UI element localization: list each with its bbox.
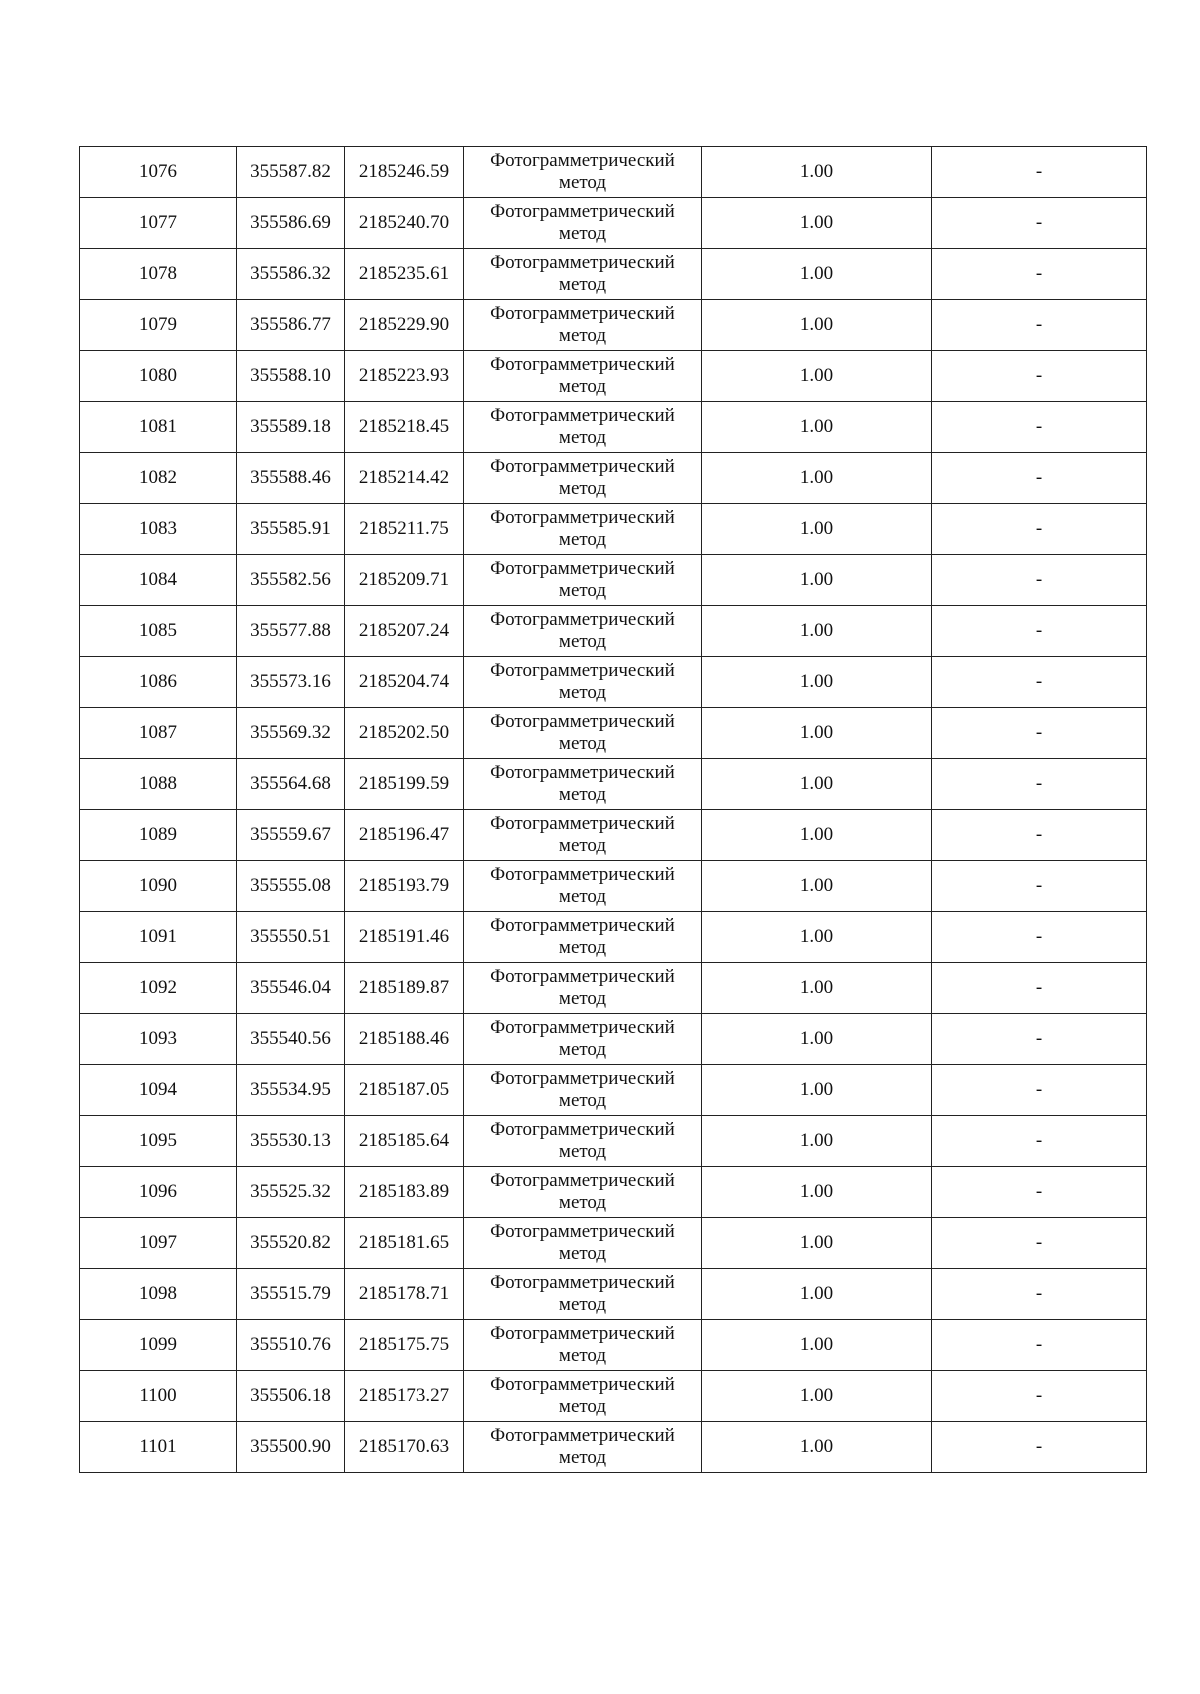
method-line-2: метод	[558, 1192, 607, 1213]
method-cell	[464, 606, 702, 657]
y-coordinate-cell: 2185229.90	[345, 300, 464, 351]
point-number-cell: 1076	[80, 147, 237, 198]
accuracy-cell: 1.00	[702, 810, 932, 861]
method-cell	[464, 1371, 702, 1422]
y-coordinate-cell: 2185240.70	[345, 198, 464, 249]
point-number-cell: 1083	[80, 504, 237, 555]
x-coordinate-cell: 355589.18	[237, 402, 345, 453]
point-number-cell: 1094	[80, 1065, 237, 1116]
method-line-2: метод	[558, 1039, 607, 1060]
method-line-2: метод	[558, 1090, 607, 1111]
x-coordinate-cell: 355569.32	[237, 708, 345, 759]
x-coordinate-cell: 355564.68	[237, 759, 345, 810]
table-row	[80, 300, 1147, 351]
method-line-1: Фотограмметрический	[490, 915, 675, 936]
point-number-cell: 1092	[80, 963, 237, 1014]
point-number-cell: 1098	[80, 1269, 237, 1320]
method-cell	[464, 1218, 702, 1269]
note-cell: -	[932, 912, 1147, 963]
note-cell: -	[932, 606, 1147, 657]
point-number-cell: 1084	[80, 555, 237, 606]
method-line-1: Фотограмметрический	[490, 711, 675, 732]
point-number-cell: 1100	[80, 1371, 237, 1422]
table-row	[80, 504, 1147, 555]
x-coordinate-cell: 355510.76	[237, 1320, 345, 1371]
method-line-2: метод	[558, 529, 607, 550]
method-line-1: Фотограмметрический	[490, 354, 675, 375]
table-row	[80, 1014, 1147, 1065]
table-row	[80, 606, 1147, 657]
note-cell: -	[932, 1116, 1147, 1167]
table-row	[80, 453, 1147, 504]
note-cell: -	[932, 1422, 1147, 1473]
y-coordinate-cell: 2185173.27	[345, 1371, 464, 1422]
method-line-1: Фотограмметрический	[490, 1017, 675, 1038]
y-coordinate-cell: 2185214.42	[345, 453, 464, 504]
note-cell: -	[932, 1065, 1147, 1116]
table-row	[80, 1065, 1147, 1116]
y-coordinate-cell: 2185175.75	[345, 1320, 464, 1371]
method-line-2: метод	[558, 172, 607, 193]
accuracy-cell: 1.00	[702, 1371, 932, 1422]
y-coordinate-cell: 2185196.47	[345, 810, 464, 861]
accuracy-cell: 1.00	[702, 1167, 932, 1218]
table-row	[80, 1269, 1147, 1320]
method-line-1: Фотограмметрический	[490, 252, 675, 273]
accuracy-cell: 1.00	[702, 1065, 932, 1116]
x-coordinate-cell: 355540.56	[237, 1014, 345, 1065]
y-coordinate-cell: 2185246.59	[345, 147, 464, 198]
method-line-2: метод	[558, 427, 607, 448]
x-coordinate-cell: 355520.82	[237, 1218, 345, 1269]
method-cell	[464, 1065, 702, 1116]
method-line-1: Фотограмметрический	[490, 1170, 675, 1191]
x-coordinate-cell: 355500.90	[237, 1422, 345, 1473]
method-line-1: Фотограмметрический	[490, 864, 675, 885]
point-number-cell: 1096	[80, 1167, 237, 1218]
note-cell: -	[932, 708, 1147, 759]
table-row	[80, 249, 1147, 300]
method-line-2: метод	[558, 835, 607, 856]
method-line-1: Фотограмметрический	[490, 660, 675, 681]
y-coordinate-cell: 2185199.59	[345, 759, 464, 810]
method-line-1: Фотограмметрический	[490, 966, 675, 987]
note-cell: -	[932, 1320, 1147, 1371]
method-line-1: Фотограмметрический	[490, 456, 675, 477]
point-number-cell: 1090	[80, 861, 237, 912]
table-row	[80, 861, 1147, 912]
x-coordinate-cell: 355550.51	[237, 912, 345, 963]
method-cell	[464, 555, 702, 606]
table-row	[80, 351, 1147, 402]
method-line-1: Фотограмметрический	[490, 1374, 675, 1395]
method-line-1: Фотограмметрический	[490, 150, 675, 171]
x-coordinate-cell: 355530.13	[237, 1116, 345, 1167]
point-number-cell: 1077	[80, 198, 237, 249]
method-line-2: метод	[558, 580, 607, 601]
method-line-2: метод	[558, 1345, 607, 1366]
method-line-2: метод	[558, 1141, 607, 1162]
table-row	[80, 1167, 1147, 1218]
method-cell	[464, 657, 702, 708]
method-line-2: метод	[558, 223, 607, 244]
table-row	[80, 1422, 1147, 1473]
x-coordinate-cell: 355559.67	[237, 810, 345, 861]
note-cell: -	[932, 759, 1147, 810]
note-cell: -	[932, 861, 1147, 912]
y-coordinate-cell: 2185202.50	[345, 708, 464, 759]
accuracy-cell: 1.00	[702, 1116, 932, 1167]
y-coordinate-cell: 2185189.87	[345, 963, 464, 1014]
note-cell: -	[932, 963, 1147, 1014]
table-row	[80, 1116, 1147, 1167]
table-row	[80, 1371, 1147, 1422]
point-number-cell: 1095	[80, 1116, 237, 1167]
x-coordinate-cell: 355577.88	[237, 606, 345, 657]
x-coordinate-cell: 355586.69	[237, 198, 345, 249]
x-coordinate-cell: 355586.32	[237, 249, 345, 300]
note-cell: -	[932, 1269, 1147, 1320]
method-cell	[464, 810, 702, 861]
method-line-1: Фотограмметрический	[490, 1425, 675, 1446]
x-coordinate-cell: 355546.04	[237, 963, 345, 1014]
method-line-1: Фотограмметрический	[490, 1068, 675, 1089]
method-cell	[464, 1320, 702, 1371]
table-row	[80, 198, 1147, 249]
accuracy-cell: 1.00	[702, 606, 932, 657]
note-cell: -	[932, 249, 1147, 300]
table-row	[80, 657, 1147, 708]
table-row	[80, 402, 1147, 453]
method-cell	[464, 1269, 702, 1320]
accuracy-cell: 1.00	[702, 402, 932, 453]
method-line-1: Фотограмметрический	[490, 609, 675, 630]
y-coordinate-cell: 2185170.63	[345, 1422, 464, 1473]
method-line-1: Фотограмметрический	[490, 813, 675, 834]
method-cell	[464, 1116, 702, 1167]
method-line-1: Фотограмметрический	[490, 1323, 675, 1344]
y-coordinate-cell: 2185209.71	[345, 555, 464, 606]
point-number-cell: 1082	[80, 453, 237, 504]
y-coordinate-cell: 2185183.89	[345, 1167, 464, 1218]
method-cell	[464, 402, 702, 453]
method-line-2: метод	[558, 988, 607, 1009]
coordinates-table-body	[80, 147, 1147, 1473]
method-line-2: метод	[558, 1243, 607, 1264]
accuracy-cell: 1.00	[702, 759, 932, 810]
x-coordinate-cell: 355588.46	[237, 453, 345, 504]
method-cell	[464, 249, 702, 300]
method-cell	[464, 351, 702, 402]
method-cell	[464, 147, 702, 198]
y-coordinate-cell: 2185191.46	[345, 912, 464, 963]
method-cell	[464, 861, 702, 912]
x-coordinate-cell: 355586.77	[237, 300, 345, 351]
point-number-cell: 1088	[80, 759, 237, 810]
y-coordinate-cell: 2185178.71	[345, 1269, 464, 1320]
accuracy-cell: 1.00	[702, 912, 932, 963]
note-cell: -	[932, 555, 1147, 606]
x-coordinate-cell: 355582.56	[237, 555, 345, 606]
point-number-cell: 1099	[80, 1320, 237, 1371]
method-line-2: метод	[558, 1396, 607, 1417]
method-line-2: метод	[558, 1294, 607, 1315]
note-cell: -	[932, 147, 1147, 198]
method-line-1: Фотограмметрический	[490, 405, 675, 426]
table-row	[80, 810, 1147, 861]
point-number-cell: 1079	[80, 300, 237, 351]
accuracy-cell: 1.00	[702, 147, 932, 198]
method-line-2: метод	[558, 325, 607, 346]
accuracy-cell: 1.00	[702, 198, 932, 249]
x-coordinate-cell: 355588.10	[237, 351, 345, 402]
x-coordinate-cell: 355534.95	[237, 1065, 345, 1116]
x-coordinate-cell: 355573.16	[237, 657, 345, 708]
method-line-2: метод	[558, 886, 607, 907]
y-coordinate-cell: 2185181.65	[345, 1218, 464, 1269]
method-line-1: Фотограмметрический	[490, 1272, 675, 1293]
table-row	[80, 1320, 1147, 1371]
method-line-2: метод	[558, 784, 607, 805]
point-number-cell: 1089	[80, 810, 237, 861]
note-cell: -	[932, 504, 1147, 555]
y-coordinate-cell: 2185185.64	[345, 1116, 464, 1167]
accuracy-cell: 1.00	[702, 657, 932, 708]
method-cell	[464, 759, 702, 810]
method-cell	[464, 504, 702, 555]
method-line-1: Фотограмметрический	[490, 303, 675, 324]
accuracy-cell: 1.00	[702, 1320, 932, 1371]
method-line-1: Фотограмметрический	[490, 558, 675, 579]
x-coordinate-cell: 355506.18	[237, 1371, 345, 1422]
note-cell: -	[932, 1218, 1147, 1269]
note-cell: -	[932, 453, 1147, 504]
method-line-1: Фотограмметрический	[490, 1119, 675, 1140]
note-cell: -	[932, 1167, 1147, 1218]
method-cell	[464, 1422, 702, 1473]
method-line-2: метод	[558, 682, 607, 703]
table-row	[80, 963, 1147, 1014]
x-coordinate-cell: 355587.82	[237, 147, 345, 198]
accuracy-cell: 1.00	[702, 1422, 932, 1473]
method-cell	[464, 708, 702, 759]
method-line-1: Фотограмметрический	[490, 507, 675, 528]
y-coordinate-cell: 2185207.24	[345, 606, 464, 657]
point-number-cell: 1081	[80, 402, 237, 453]
method-line-1: Фотограмметрический	[490, 1221, 675, 1242]
y-coordinate-cell: 2185187.05	[345, 1065, 464, 1116]
note-cell: -	[932, 402, 1147, 453]
method-cell	[464, 300, 702, 351]
method-cell	[464, 1014, 702, 1065]
table-row	[80, 708, 1147, 759]
y-coordinate-cell: 2185204.74	[345, 657, 464, 708]
method-line-2: метод	[558, 376, 607, 397]
method-line-2: метод	[558, 274, 607, 295]
accuracy-cell: 1.00	[702, 1269, 932, 1320]
method-line-2: метод	[558, 631, 607, 652]
point-number-cell: 1080	[80, 351, 237, 402]
table-row	[80, 1218, 1147, 1269]
method-line-2: метод	[558, 1447, 607, 1468]
y-coordinate-cell: 2185211.75	[345, 504, 464, 555]
y-coordinate-cell: 2185188.46	[345, 1014, 464, 1065]
coordinates-table	[79, 146, 1147, 1473]
point-number-cell: 1078	[80, 249, 237, 300]
note-cell: -	[932, 351, 1147, 402]
note-cell: -	[932, 657, 1147, 708]
method-line-1: Фотограмметрический	[490, 201, 675, 222]
table-row	[80, 912, 1147, 963]
y-coordinate-cell: 2185218.45	[345, 402, 464, 453]
table-row	[80, 759, 1147, 810]
method-cell	[464, 963, 702, 1014]
note-cell: -	[932, 198, 1147, 249]
accuracy-cell: 1.00	[702, 453, 932, 504]
accuracy-cell: 1.00	[702, 963, 932, 1014]
method-line-1: Фотограмметрический	[490, 762, 675, 783]
accuracy-cell: 1.00	[702, 504, 932, 555]
accuracy-cell: 1.00	[702, 861, 932, 912]
method-cell	[464, 198, 702, 249]
accuracy-cell: 1.00	[702, 1014, 932, 1065]
y-coordinate-cell: 2185223.93	[345, 351, 464, 402]
x-coordinate-cell: 355585.91	[237, 504, 345, 555]
method-cell	[464, 912, 702, 963]
table-row	[80, 555, 1147, 606]
point-number-cell: 1101	[80, 1422, 237, 1473]
accuracy-cell: 1.00	[702, 1218, 932, 1269]
note-cell: -	[932, 1371, 1147, 1422]
x-coordinate-cell: 355525.32	[237, 1167, 345, 1218]
method-line-2: метод	[558, 733, 607, 754]
accuracy-cell: 1.00	[702, 555, 932, 606]
point-number-cell: 1085	[80, 606, 237, 657]
note-cell: -	[932, 300, 1147, 351]
note-cell: -	[932, 1014, 1147, 1065]
accuracy-cell: 1.00	[702, 300, 932, 351]
method-cell	[464, 453, 702, 504]
accuracy-cell: 1.00	[702, 249, 932, 300]
x-coordinate-cell: 355555.08	[237, 861, 345, 912]
accuracy-cell: 1.00	[702, 708, 932, 759]
note-cell: -	[932, 810, 1147, 861]
x-coordinate-cell: 355515.79	[237, 1269, 345, 1320]
accuracy-cell: 1.00	[702, 351, 932, 402]
method-line-2: метод	[558, 937, 607, 958]
method-cell	[464, 1167, 702, 1218]
point-number-cell: 1087	[80, 708, 237, 759]
method-line-2: метод	[558, 478, 607, 499]
point-number-cell: 1086	[80, 657, 237, 708]
table-row	[80, 147, 1147, 198]
point-number-cell: 1091	[80, 912, 237, 963]
point-number-cell: 1097	[80, 1218, 237, 1269]
y-coordinate-cell: 2185235.61	[345, 249, 464, 300]
y-coordinate-cell: 2185193.79	[345, 861, 464, 912]
point-number-cell: 1093	[80, 1014, 237, 1065]
